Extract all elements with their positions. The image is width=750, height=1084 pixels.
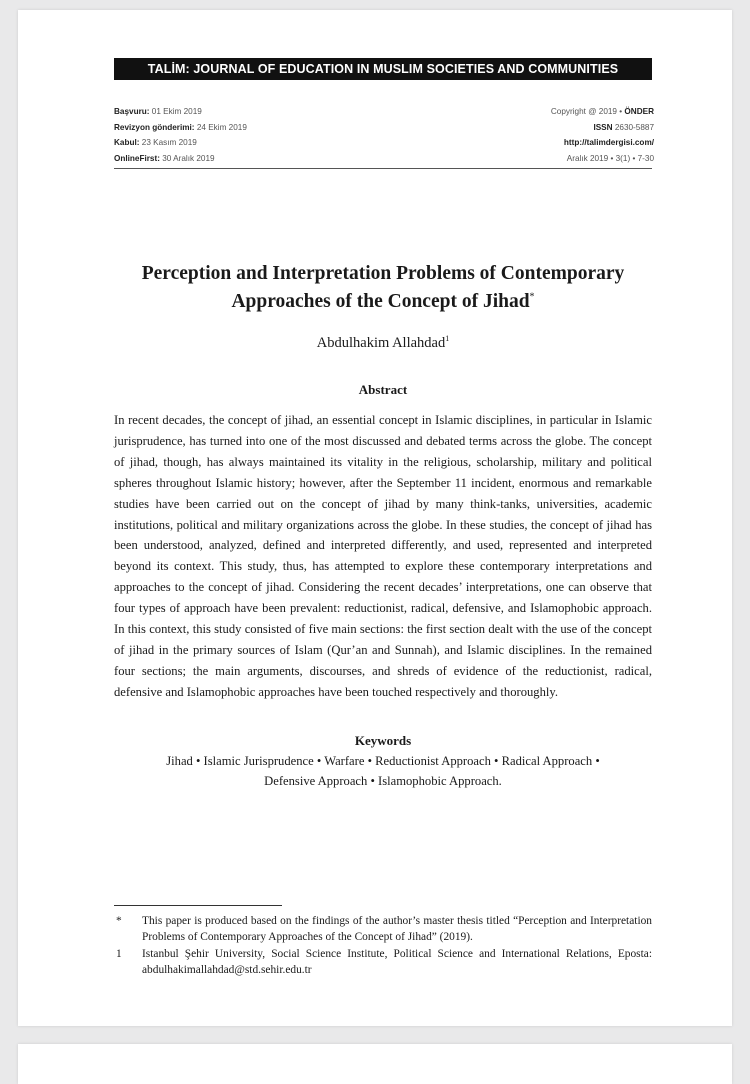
journal-name: TALİM: JOURNAL OF EDUCATION IN MUSLIM SOCIETIES AND COMMUNITIES: [147, 62, 619, 76]
footnote-mark: *: [116, 915, 122, 927]
author-footnote-mark[interactable]: 1: [445, 334, 450, 344]
abstract-heading: Abstract: [358, 382, 408, 397]
issue-line: Aralık 2019 • 3(1) • 7-30: [566, 153, 654, 163]
footnote-thesis: [114, 913, 652, 945]
header-divider: [114, 168, 652, 169]
issn-line: ISSN 2630-5887: [593, 122, 654, 132]
next-page-edge: [18, 1044, 732, 1084]
footnote-mark: 1: [116, 948, 122, 960]
abstract-text: In recent decades, the concept of jihad, an essential concept in Islamic disciplines, in particular in Islamic jurisprudence, has turned into one of the most discussed and debated terms across the globe. The concept of jihad, though, has always maintained its vitality in the religious, scholarship, military and political spheres throughout Islamic history; however, after the September 11 incident, enormous and remarkable studies have been carried out on the concept of jihad by many think-tanks, universities, academic institutions, political and military organizations across the globe. In these studies, the concept of jihad has been understood, analyzed, defined and interpreted differently, and used, represented and interpreted beyond its context. This study, thus, has attempted to explore these contemporary interpretations and approaches to the concept of jihad. Considering the recent decades’ interpretations, one can observe that four types of approach have been prevalent: reductionist, radical, defensive, and Islamophobic approach. In this context, this study consisted of five main sections: the first section dealt with the use of the concept of jihad in the primary sources of Islam (Qur’an and Sunnah), and Islamic disciplines. In the remained four sections; the main arguments, discourses, and shreds of evidence of the reductionist, radical, defensive and Islamophobic approaches have been touched respectively and thoroughly.: [114, 413, 652, 699]
paper-page: [18, 10, 732, 1026]
footnote-divider: [114, 905, 282, 906]
footnote-text: This paper is produced based on the findings of the author’s master thesis titled “Perception and Interpretation Problems of Contemporary Approaches of the Concept of Jihad” (2019).: [142, 915, 652, 943]
date-accepted: Kabul: 23 Kasım 2019: [114, 138, 197, 147]
title-footnote-mark[interactable]: *: [529, 291, 535, 303]
article-title: Perception and Interpretation Problems of Contemporary Approaches of the Concept of Jihad*: [141, 263, 625, 312]
publication-info: [551, 104, 654, 166]
footnote-affiliation: [114, 946, 652, 978]
submission-dates: [114, 104, 247, 166]
journal-url[interactable]: http://talimdergisi.com/: [563, 138, 654, 147]
date-submitted: Başvuru: 01 Ekim 2019: [114, 107, 202, 116]
journal-header-bar: [114, 58, 652, 80]
keywords-heading: Keywords: [354, 733, 412, 748]
keywords-line-2: Defensive Approach • Islamophobic Approach.: [264, 774, 502, 788]
copyright-line: Copyright @ 2019 • ÖNDER: [550, 107, 654, 116]
keywords-line-1: Jihad • Islamic Jurisprudence • Warfare • Reductionist Approach • Radical Approach •: [166, 754, 600, 768]
footnote-text: Istanbul Şehir University, Social Science Institute, Political Science and International Relations, Eposta: abdulhakimallahdad@std.sehir.edu.tr: [142, 948, 652, 976]
date-online-first: OnlineFirst: 30 Aralık 2019: [114, 153, 215, 163]
author-name: Abdulhakim Allahdad$^1$: [316, 334, 450, 351]
date-revised: Revizyon gönderimi: 24 Ekim 2019: [114, 122, 247, 132]
